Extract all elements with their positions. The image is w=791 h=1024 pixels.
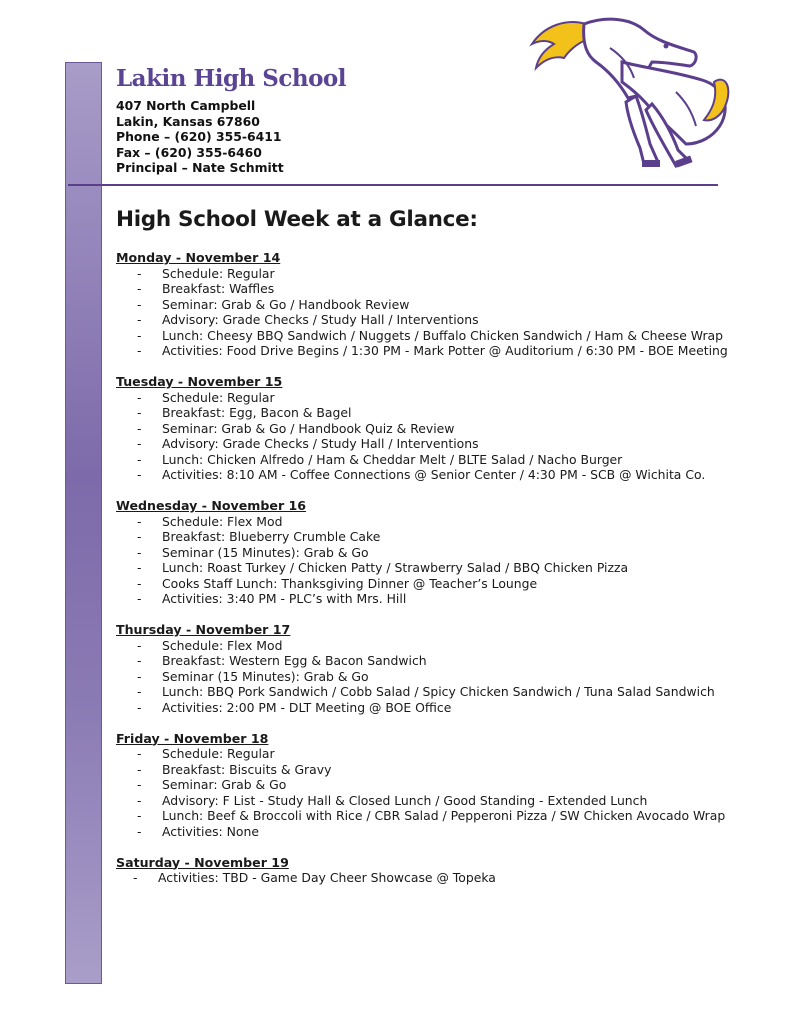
- page-title: High School Week at a Glance:: [116, 207, 478, 232]
- decorative-sidebar-bar: [65, 62, 102, 984]
- address-city: Lakin, Kansas 67860: [116, 113, 260, 129]
- address-street: 407 North Campbell: [116, 98, 256, 113]
- list-item: - Breakfast: Blueberry Crumble Cake: [137, 529, 381, 544]
- list-item: - Activities: None: [137, 823, 259, 839]
- fax-number: Fax – (620) 355-6460: [116, 144, 262, 160]
- day-heading: Saturday - November 19: [116, 854, 289, 870]
- letterhead: [116, 64, 346, 176]
- list-item: - Seminar (15 Minutes): Grab & Go: [137, 544, 369, 560]
- list-item: - Activities: TBD - Game Day Cheer Showcase @ Topeka: [133, 870, 496, 885]
- list-item: - Advisory: F List - Study Hall & Closed Lunch / Good Standing - Extended Lunch: [137, 792, 648, 808]
- day-heading: Friday - November 18: [116, 730, 269, 746]
- list-item: - Schedule: Flex Mod: [137, 637, 283, 653]
- day-heading: Wednesday - November 16: [116, 498, 307, 513]
- list-item: - Breakfast: Waffles: [137, 281, 275, 296]
- principal-name: Principal – Nate Schmitt: [116, 160, 284, 175]
- list-item: - Advisory: Grade Checks / Study Hall / Interventions: [137, 312, 479, 327]
- list-item: - Schedule: Regular: [137, 746, 275, 761]
- list-item: - Seminar (15 Minutes): Grab & Go: [137, 668, 369, 684]
- day-heading: Thursday - November 17: [116, 622, 291, 637]
- list-item: - Breakfast: Egg, Bacon & Bagel: [137, 405, 352, 420]
- mustang-horse-logo-icon: [526, 12, 732, 172]
- list-item: - Schedule: Regular: [137, 389, 275, 405]
- list-item: - Activities: 2:00 PM - DLT Meeting @ BOE Office: [137, 699, 452, 715]
- list-item: - Cooks Staff Lunch: Thanksgiving Dinner @ Teacher’s Lounge: [137, 575, 538, 591]
- list-item: - Schedule: Flex Mod: [137, 513, 283, 529]
- list-item: - Lunch: BBQ Pork Sandwich / Cobb Salad / Spicy Chicken Sandwich / Tuna Salad Sandwich: [137, 684, 715, 699]
- list-item: - Lunch: Chicken Alfredo / Ham & Cheddar Melt / BLTE Salad / Nacho Burger: [137, 451, 623, 467]
- list-item: - Advisory: Grade Checks / Study Hall / Interventions: [137, 436, 479, 451]
- day-section-friday: [116, 731, 756, 840]
- day-section-saturday: [116, 855, 756, 886]
- list-item: - Schedule: Regular: [137, 265, 275, 281]
- day-section-wednesday: [116, 498, 756, 607]
- list-item: - Activities: 3:40 PM - PLC’s with Mrs. Hill: [137, 591, 407, 606]
- list-item: - Breakfast: Biscuits & Gravy: [137, 761, 332, 777]
- list-item: - Seminar: Grab & Go / Handbook Quiz & Review: [137, 420, 455, 436]
- list-item: - Lunch: Cheesy BBQ Sandwich / Nuggets / Buffalo Chicken Sandwich / Ham & Cheese Wrap: [137, 327, 724, 343]
- list-item: - Breakfast: Western Egg & Bacon Sandwich: [137, 653, 427, 668]
- phone-number: Phone – (620) 355-6411: [116, 129, 282, 144]
- list-item: - Lunch: Beef & Broccoli with Rice / CBR Salad / Pepperoni Pizza / SW Chicken Avocado Wrap: [137, 808, 726, 823]
- schedule-list: [116, 250, 756, 901]
- list-item: - Activities: 8:10 AM - Coffee Connections @ Senior Center / 4:30 PM - SCB @ Wichita Co.: [137, 467, 706, 482]
- header-divider: [68, 184, 718, 186]
- day-heading: Monday - November 14: [116, 250, 281, 265]
- day-section-thursday: [116, 622, 756, 715]
- day-heading: Tuesday - November 15: [116, 374, 283, 389]
- school-name: Lakin High School: [116, 65, 347, 92]
- list-item: - Seminar: Grab & Go: [137, 777, 287, 792]
- list-item: - Seminar: Grab & Go / Handbook Review: [137, 296, 410, 312]
- day-section-monday: [116, 250, 756, 359]
- list-item: - Lunch: Roast Turkey / Chicken Patty / Strawberry Salad / BBQ Chicken Pizza: [137, 560, 629, 575]
- day-section-tuesday: [116, 374, 756, 483]
- list-item: - Activities: Food Drive Begins / 1:30 PM - Mark Potter @ Auditorium / 6:30 PM - BOE Meeting: [137, 343, 728, 358]
